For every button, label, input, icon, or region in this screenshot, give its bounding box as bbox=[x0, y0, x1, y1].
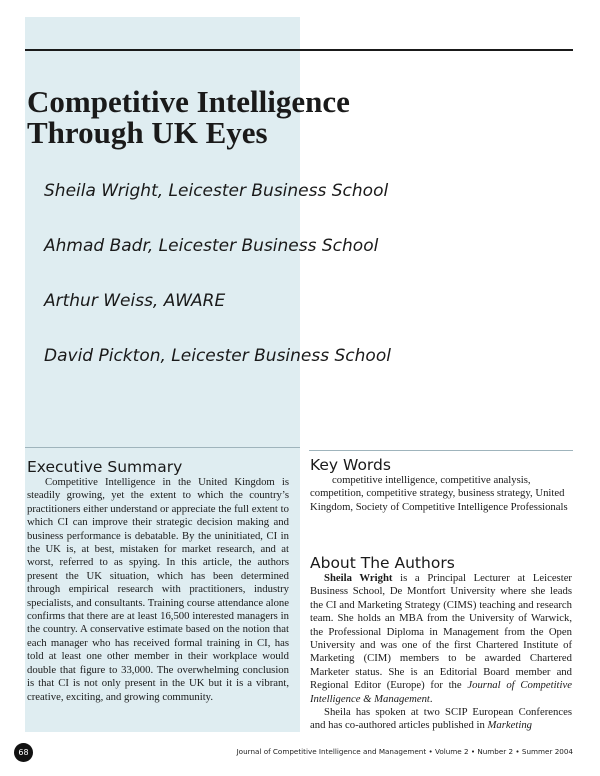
journal-title: Journal of Competitive Intelligence & Management bbox=[310, 679, 572, 705]
about-authors-text bbox=[310, 572, 572, 733]
author-3: Arthur Weiss, AWARE bbox=[44, 291, 226, 311]
key-words-text: competitive intelligence, competitive analysis, competition, competitive strategy, business strategy, United Kingdom, Society of Competitive Intelligence Professionals bbox=[310, 474, 568, 513]
executive-summary-heading: Executive Summary bbox=[27, 458, 183, 476]
author-1: Sheila Wright, Leicester Business School bbox=[44, 181, 389, 201]
executive-summary-text: Competitive Intelligence in the United Kingdom is steadily growing, yet the extent to which the country’s practitioners either understand or appreciate the full extent to which CI can improve their strategic decision making and business performance is debatable. By the uninitiated, CI in the UK is, at best, mistaken for market research, and at worst, referred to as spying. In this article, the authors present the UK situation, which has been determined through empirical research with practitioners, industry specialists, and consultants. Training course attendance alone confirms that there are at least 16,500 interested managers in the country. A conservative estimate based on the notion that each manager who has received formal training in CI, has told at least one other member in their workplace would double that figure to 33,000. The overwhelming conclusion is that CI is not only present in the UK but it is a vibrant, creative, exciting, and growing community. bbox=[27, 476, 289, 703]
article-title bbox=[27, 86, 467, 148]
section-rule-right bbox=[309, 450, 573, 451]
page-number: 68 bbox=[14, 743, 33, 762]
title-line-2: Through UK Eyes bbox=[27, 115, 268, 150]
about-paragraph-1: Sheila Wright is a Principal Lecturer at Leicester Business School, De Montfort University where she leads the CI and Marketing Strategy (CIMS) teaching and research team. She holds an MBA from the University of Warwick, the Professional Diploma in Management from the Open University and was one of the first Chartered Institute of Marketing (CIM) members to be awarded Chartered Marketer status. She is an Editorial Board member and Regional Editor (Europe) for the Journal of Competitive Intelligence & Management. bbox=[310, 572, 572, 705]
journal-footer: Journal of Competitive Intelligence and Management • Volume 2 • Number 2 • Summer 2004 bbox=[236, 747, 573, 756]
title-line-1: Competitive Intelligence bbox=[27, 84, 350, 119]
top-rule bbox=[25, 49, 573, 51]
author-4: David Pickton, Leicester Business School bbox=[44, 346, 391, 366]
author-2: Ahmad Badr, Leicester Business School bbox=[44, 236, 379, 256]
about-paragraph-2: Sheila has spoken at two SCIP European Conferences and has co-authored articles published in Marketing bbox=[310, 706, 572, 732]
about-authors-heading: About The Authors bbox=[310, 554, 455, 572]
section-rule-left bbox=[25, 447, 300, 448]
author-name-bold: Sheila Wright bbox=[324, 572, 393, 584]
key-words-heading: Key Words bbox=[310, 456, 391, 474]
